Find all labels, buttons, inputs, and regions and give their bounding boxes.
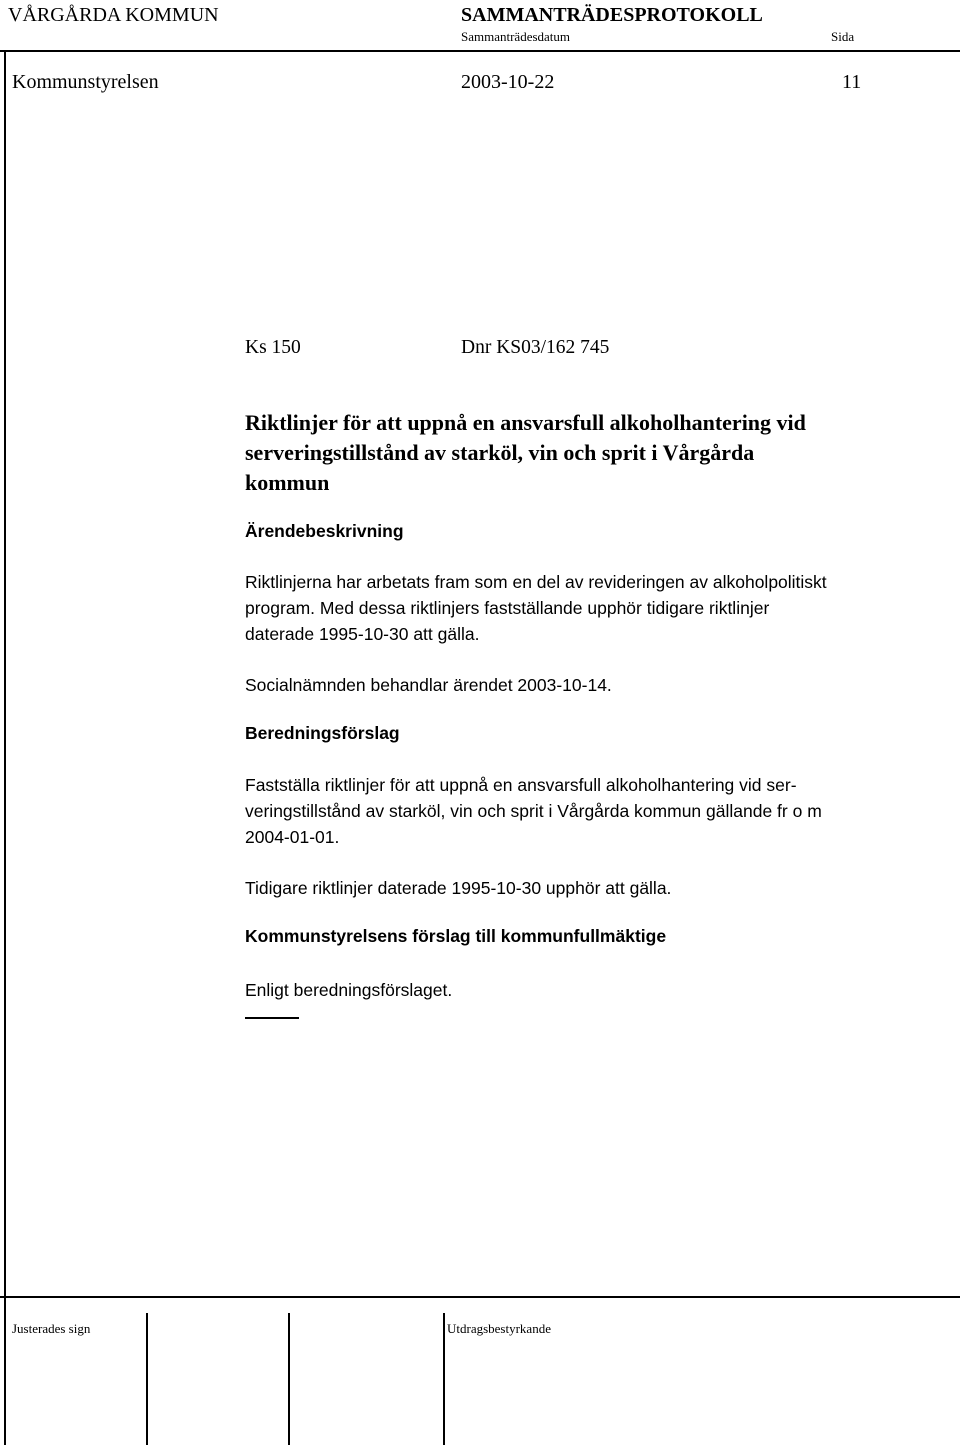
footer-divider [0, 1296, 960, 1298]
footer-border-left [4, 1296, 6, 1445]
paragraph-line: daterade 1995-10-30 att gälla. [245, 624, 480, 644]
page-number: 11 [842, 71, 862, 93]
proposal-paragraph [245, 772, 935, 850]
document-type: SAMMANTRÄDESPROTOKOLL [461, 4, 763, 26]
item-title-line: Riktlinjer för att uppnå en ansvarsfull alkoholhantering vid [245, 410, 806, 435]
paragraph-line: Riktlinjerna har arbetats fram som en del av revideringen av alkoholpolitiskt [245, 572, 827, 592]
section-number: Ks 150 [245, 337, 301, 358]
previous-guidelines-note: Tidigare riktlinjer daterade 1995-10-30 upphör att gälla. [245, 878, 672, 898]
signature-box-divider [288, 1313, 290, 1445]
paragraph-line: 2004-01-01. [245, 827, 340, 847]
item-title-line: serveringstillstånd av starköl, vin och sprit i Vårgårda [245, 440, 755, 465]
paragraph-line: program. Med dessa riktlinjers fastställande upphör tidigare riktlinjer [245, 598, 770, 618]
dnr-number: Dnr KS03/162 745 [461, 337, 610, 358]
left-margin-line [4, 50, 6, 1296]
signature-box-divider [146, 1313, 148, 1445]
paragraph-line: veringstillstånd av starköl, vin och sprit i Vårgårda kommun gällande fr o m [245, 801, 822, 821]
item-title-line: kommun [245, 470, 330, 495]
social-committee-note: Socialnämnden behandlar ärendet 2003-10-14. [245, 675, 612, 695]
proposal-heading: Beredningsförslag [245, 723, 400, 743]
item-title [245, 408, 935, 498]
item-reference [245, 337, 935, 359]
organization-name: VÅRGÅRDA KOMMUN [8, 4, 219, 26]
description-heading: Ärendebeskrivning [245, 521, 404, 541]
signature-label: Justerades sign [12, 1321, 91, 1336]
ks-proposal-heading: Kommunstyrelsens förslag till kommunfullmäktige [245, 926, 667, 946]
extract-certification-label: Utdragsbestyrkande [447, 1321, 551, 1336]
meeting-body: Kommunstyrelsen [12, 71, 159, 93]
end-dash [245, 1017, 299, 1019]
signature-box-divider [443, 1313, 445, 1445]
meeting-date-label: Sammanträdesdatum [461, 29, 571, 44]
header-divider [0, 50, 960, 52]
page-label: Sida [831, 29, 855, 44]
description-paragraph [245, 569, 935, 647]
paragraph-line: Fastställa riktlinjer för att uppnå en ansvarsfull alkoholhantering vid ser- [245, 775, 797, 795]
meeting-date: 2003-10-22 [461, 71, 555, 93]
ks-proposal-text: Enligt beredningsförslaget. [245, 980, 453, 1000]
